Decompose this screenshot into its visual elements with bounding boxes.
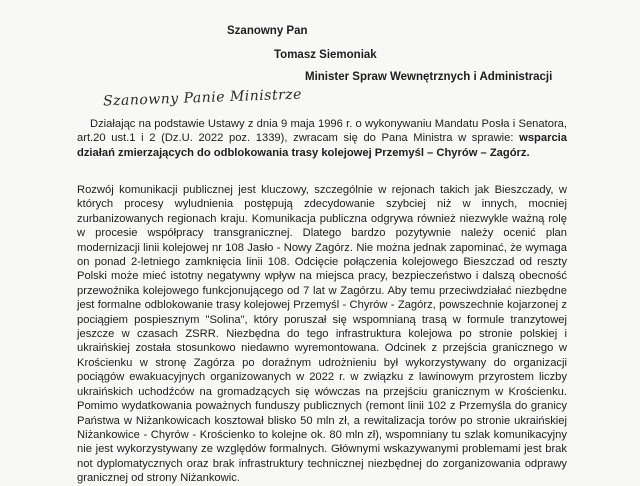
intro-paragraph <box>77 117 567 160</box>
recipient-name: Tomasz Siemoniak <box>274 49 377 61</box>
main-paragraph: Rozwój komunikacji publicznej jest kluczowy, szczególnie w rejonach takich jak Bieszczady, w których procesy wyludnienia postępują zdecydowanie szybciej niż w innych, mocniej zurbanizowanych regionach kraju. Komunikacja publiczna odgrywa również niezwykle ważną rolę w procesie współpracy transgranicznej. Dlatego bardzo pozytywnie należy ocenić plan modernizacji linii kolejowej nr 108 Jasło - Nowy Zagórz. Nie można jednak zapominać, że wymaga on ponad 2-letniego zamknięcia linii 108. Odcięcie połączenia kolejowego Bieszczad od reszty Polski może mieć istotny negatywny wpływ na miejsca pracy, bezpieczeństwo i dalszą obecność przewoźnika kolejowego funkcjonującego od 7 lat w Zagórzu. Aby temu przeciwdziałać niezbędne jest formalne odblokowanie trasy kolejowej Przemyśl - Chyrów - Zagórz, powszechnie kojarzonej z pociągiem pospiesznym "Solina", który poruszał się wspomnianą trasą w formule tranzytowej jeszcze w czasach ZSRR. Niezbędna do tego infrastruktura kolejowa po stronie polskiej i ukraińskiej została stosunkowo niedawno wyremontowana. Odcinek z przejścia granicznego w Krościenku w stronę Zagórza po doraźnym udrożnieniu był wykorzystywany do organizacji pociągów ewakuacyjnych organizowanych w 2022 r. w związku z lawinowym przyrostem liczby ukraińskich uchodźców na gromadzących się wówczas na przejściu granicznym w Krościenku. Pomimo wydatkowania poważnych funduszy publicznych (remont linii 102 z Przemyśla do granicy Państwa w Niżankowicach kosztował blisko 50 mln zł, a rewitalizacja torów po stronie ukraińskiej Niżankowice - Chyrów - Krościenko to kolejne ok. 80 mln zł), wspomniany tu szlak komunikacyjny nie jest wykorzystywany ze względów formalnych. Głównymi wskazywanymi problemami jest brak not dyplomatycznych oraz brak infrastruktury technicznej niezbędnej do zorganizowania odprawy granicznej od strony Niżankowic. <box>77 184 567 485</box>
handwritten-greeting: Szanowny Panie Ministrze <box>102 86 303 110</box>
salutation: Szanowny Pan <box>227 25 308 37</box>
recipient-title: Minister Spraw Wewnętrznych i Administracji <box>305 71 553 83</box>
intro-text: Działając na podstawie Ustawy z dnia 9 maja 1996 r. o wykonywaniu Mandatu Posła i Senatora, art.20 ust.1 i 2 (Dz.U. 2022 poz. 1339), zwracam się do Pana Ministra w sprawie: <box>77 118 567 145</box>
subject-text: wsparcia działań zmierzających do odblokowania trasy kolejowej Przemyśl – Chyrów – Zagórz. <box>77 132 568 159</box>
